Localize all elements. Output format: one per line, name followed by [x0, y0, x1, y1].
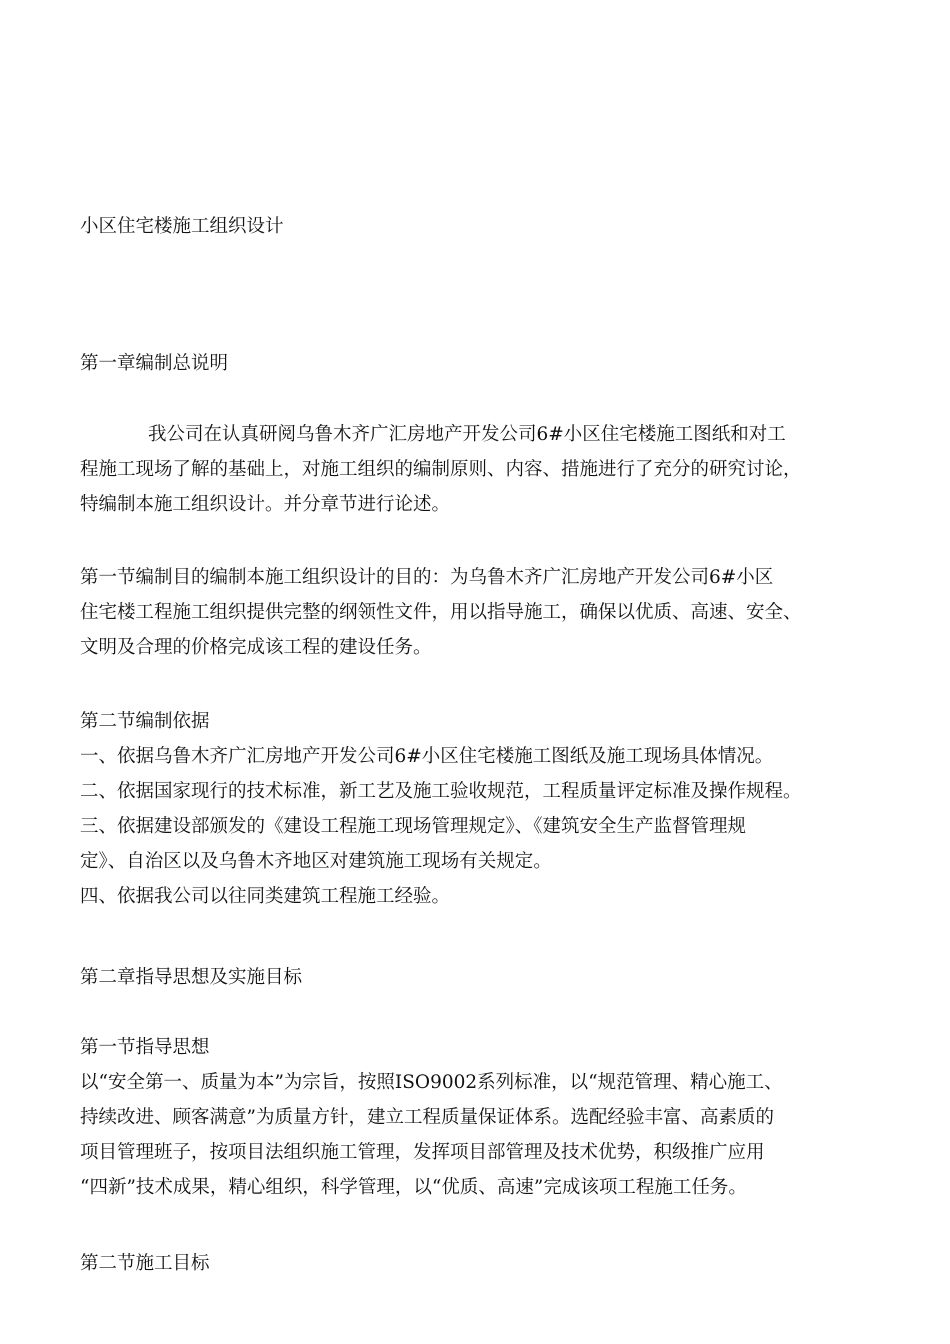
chapter1-section2 [80, 704, 890, 914]
chapter1-heading-text: 第一章编制总说明 [80, 353, 229, 374]
chapter1-section1-paragraph [80, 560, 890, 665]
title-text: 小区住宅楼施工组织设计 [80, 216, 284, 237]
paragraph-line: 程施工现场了解的基础上，对施工组织的编制原则、内容、措施进行了充分的研究讨论， [80, 459, 802, 480]
chapter1-heading [80, 346, 890, 381]
chapter2-heading [80, 960, 890, 995]
paragraph-line: 以“安全第一、质量为本”为宗旨，按照ISO9002系列标准，以“规范管理、精心施工、 [80, 1072, 783, 1093]
paragraph-line: 文明及合理的价格完成该工程的建设任务。 [80, 637, 432, 658]
paragraph-line: 持续改进、顾客满意”为质量方针，建立工程质量保证体系。选配经验丰富、高素质的 [80, 1107, 774, 1128]
chapter2-section1 [80, 1030, 890, 1205]
section-heading: 第一节指导思想 [80, 1037, 210, 1058]
section-heading: 第二节编制依据 [80, 711, 210, 732]
list-item: 三、依据建设部颁发的《建设工程施工现场管理规定》、《建筑安全生产监督管理规 [80, 816, 747, 837]
list-item: 定》、自治区以及乌鲁木齐地区对建筑施工现场有关规定。 [80, 851, 552, 872]
chapter2-section2 [80, 1246, 890, 1281]
chapter1-intro-paragraph [80, 417, 890, 522]
paragraph-line: 住宅楼工程施工组织提供完整的纲领性文件，用以指导施工，确保以优质、高速、安全、 [80, 602, 802, 623]
paragraph-line: “四新”技术成果，精心组织，科学管理，以“优质、高速”完成该项工程施工任务。 [80, 1177, 747, 1198]
chapter2-heading-text: 第二章指导思想及实施目标 [80, 967, 303, 988]
paragraph-line: 项目管理班子，按项目法组织施工管理，发挥项目部管理及技术优势，积级推广应用 [80, 1142, 765, 1163]
paragraph-line: 第一节编制目的编制本施工组织设计的目的：为乌鲁木齐广汇房地产开发公司6#小区 [80, 567, 774, 588]
list-item: 四、依据我公司以往同类建筑工程施工经验。 [80, 886, 451, 907]
list-item: 一、依据乌鲁木齐广汇房地产开发公司6#小区住宅楼施工图纸及施工现场具体情况。 [80, 746, 774, 767]
document-title [80, 209, 890, 244]
section-heading: 第二节施工目标 [80, 1253, 210, 1274]
list-item: 二、依据国家现行的技术标准，新工艺及施工验收规范，工程质量评定标准及操作规程。 [80, 781, 802, 802]
paragraph-line: 特编制本施工组织设计。并分章节进行论述。 [80, 494, 451, 515]
paragraph-line: 我公司在认真研阅乌鲁木齐广汇房地产开发公司6#小区住宅楼施工图纸和对工 [148, 424, 786, 445]
